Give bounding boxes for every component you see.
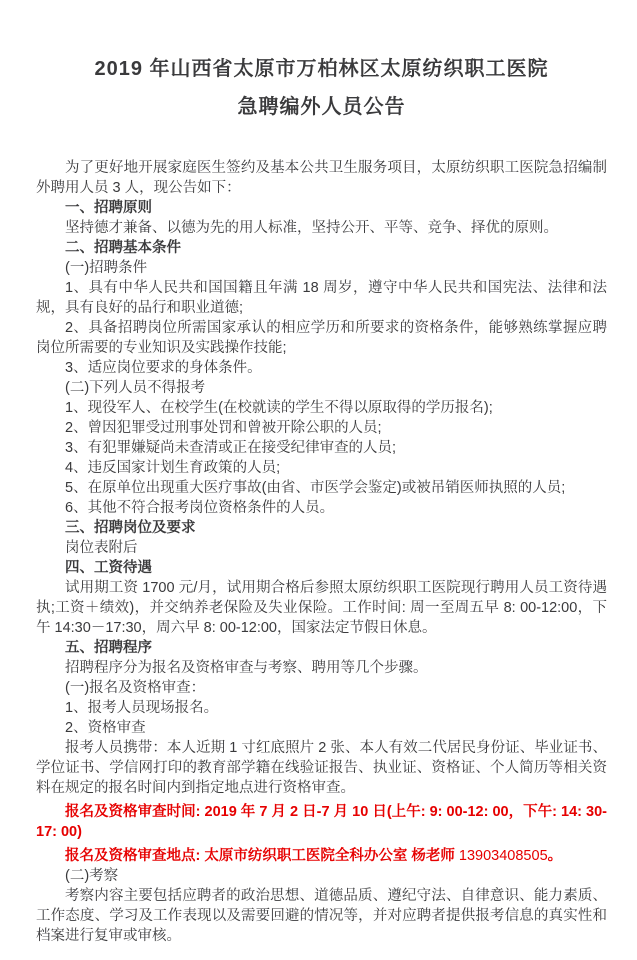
text-run: 1、具有中华人民共和国国籍且年满 18 周岁，遵守中华人民共和国宪法、法律和法规，具有良好的品行和职业道德; <box>36 280 607 316</box>
paragraph <box>36 278 607 318</box>
text-run: 一、招聘原则 <box>65 200 152 216</box>
paragraph <box>36 886 607 946</box>
text-run: 13903408505 <box>458 848 548 864</box>
paragraph <box>36 258 607 278</box>
text-run: 2、资格审查 <box>65 720 146 736</box>
registration-location <box>36 846 607 866</box>
text-run: 五、招聘程序 <box>65 640 152 656</box>
text-run: 2、曾因犯罪受过刑事处罚和曾被开除公职的人员; <box>65 420 382 436</box>
text-run: 四、工资待遇 <box>65 560 152 576</box>
text-run: (二)下列人员不得报考 <box>65 380 206 396</box>
section-heading <box>36 558 607 578</box>
paragraph <box>36 578 607 638</box>
section-heading <box>36 638 607 658</box>
text-run: 1、报考人员现场报名。 <box>65 700 219 716</box>
paragraph <box>36 438 607 458</box>
paragraph <box>36 866 607 886</box>
section-heading <box>36 198 607 218</box>
text-run: (一)招聘条件 <box>65 260 148 276</box>
text-run: 6、其他不符合报考岗位资格条件的人员。 <box>65 500 335 516</box>
text-run: 报名及资格审查地点: 太原市纺织职工医院全科办公室 杨老师 <box>65 848 459 864</box>
document-title-line1: 2019 年山西省太原市万柏林区太原纺织职工医院 <box>94 58 549 80</box>
text-run: 试用期工资 1700 元/月，试用期合格后参照太原纺织职工医院现行聘用人员工资待遇执;工资＋绩效)，并交纳养老保险及失业保险。工作时间: 周一至周五早 8: 00-12:00，下午 14:30－17:30，周六早 8: 00-12:00，国家法定节假日休息。 <box>36 580 607 636</box>
text-run: (一)报名及资格审查： <box>65 680 206 696</box>
document-body <box>36 158 607 946</box>
text-run: (二)考察 <box>65 868 119 884</box>
paragraph <box>36 418 607 438</box>
paragraph <box>36 658 607 678</box>
paragraph <box>36 678 607 698</box>
text-run: 4、违反国家计划生育政策的人员; <box>65 460 281 476</box>
paragraph <box>36 458 607 478</box>
paragraph <box>36 218 607 238</box>
text-run: 岗位表附后 <box>65 540 138 556</box>
paragraph <box>36 398 607 418</box>
text-run: 5、在原单位出现重大医疗事故(由省、市医学会鉴定)或被吊销医师执照的人员; <box>65 480 566 496</box>
document-title-line2: 急聘编外人员公告 <box>237 96 406 118</box>
registration-time <box>36 802 607 842</box>
paragraph <box>36 318 607 358</box>
text-run: 3、适应岗位要求的身体条件。 <box>65 360 262 376</box>
paragraph <box>36 718 607 738</box>
text-run: 坚持德才兼备、以德为先的用人标准，坚持公开、平等、竞争、择优的原则。 <box>65 220 558 236</box>
text-run: 。 <box>547 848 563 864</box>
text-run: 3、有犯罪嫌疑尚未查清或正在接受纪律审查的人员; <box>65 440 397 456</box>
paragraph <box>36 738 607 798</box>
paragraph <box>36 378 607 398</box>
text-run: 考察内容主要包括应聘者的政治思想、道德品质、遵纪守法、自律意识、能力素质、工作态度、学习及工作表现以及需要回避的情况等，并对应聘者提供报考信息的真实性和档案进行复审或审核。 <box>36 888 607 944</box>
text-run: 三、招聘岗位及要求 <box>65 520 196 536</box>
text-run: 为了更好地开展家庭医生签约及基本公共卫生服务项目，太原纺织职工医院急招编制外聘用人员 3 人，现公告如下： <box>36 160 607 196</box>
paragraph <box>36 498 607 518</box>
paragraph <box>36 538 607 558</box>
text-run: 2、具备招聘岗位所需国家承认的相应学历和所要求的资格条件，能够熟练掌握应聘岗位所需要的专业知识及实践操作技能; <box>36 320 607 356</box>
section-heading <box>36 238 607 258</box>
document-title <box>36 50 607 126</box>
text-run: 二、招聘基本条件 <box>65 240 181 256</box>
paragraph <box>36 698 607 718</box>
text-run: 报名及资格审查时间: 2019 年 7 月 2 日-7 月 10 日(上午: 9: 00-12: 00，下午: 14: 30-17: 00) <box>36 804 607 840</box>
section-heading <box>36 518 607 538</box>
text-run: 招聘程序分为报名及资格审查与考察、聘用等几个步骤。 <box>65 660 428 676</box>
paragraph <box>36 358 607 378</box>
paragraph <box>36 158 607 198</box>
text-run: 1、现役军人、在校学生(在校就读的学生不得以原取得的学历报名); <box>65 400 493 416</box>
text-run: 报考人员携带：本人近期 1 寸红底照片 2 张、本人有效二代居民身份证、毕业证书、学位证书、学信网打印的教育部学籍在线验证报告、执业证、资格证、个人简历等相关资料在规定的报名时间内到指定地点进行资格审查。 <box>36 740 607 796</box>
paragraph <box>36 478 607 498</box>
